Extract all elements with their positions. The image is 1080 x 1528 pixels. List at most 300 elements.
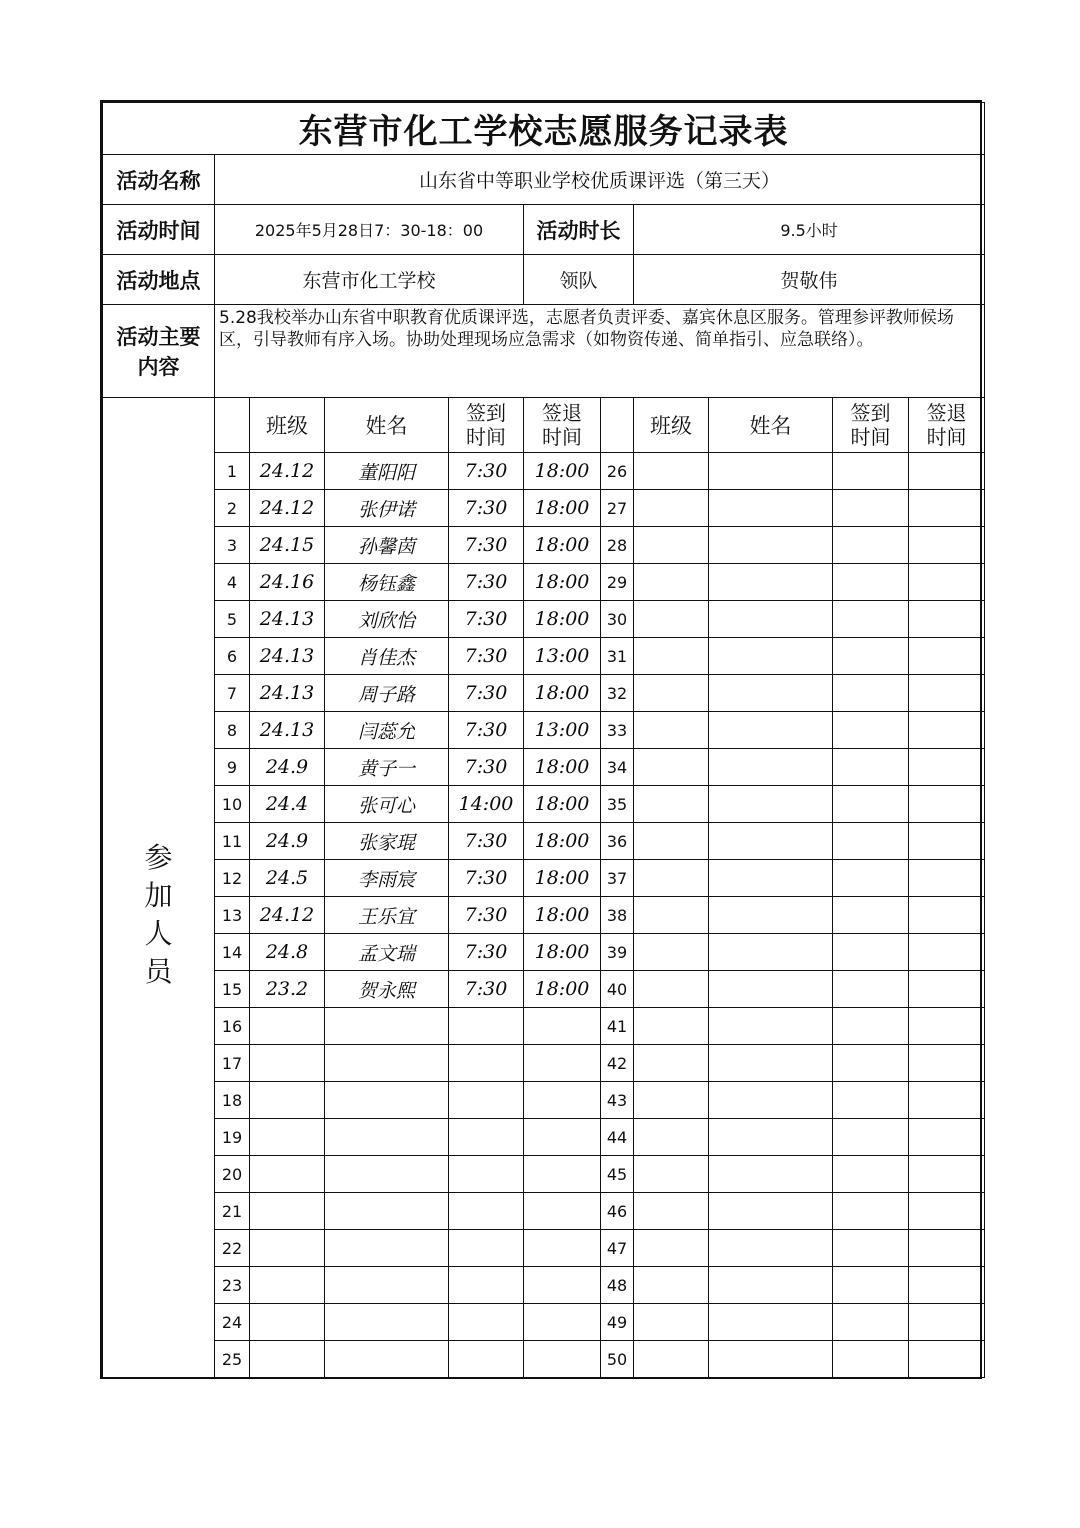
class-cell-right — [634, 897, 709, 934]
class-cell-right — [634, 1267, 709, 1304]
row-number-right: 46 — [601, 1193, 634, 1230]
activity-location-value: 东营市化工学校 — [215, 255, 524, 305]
sign-out-cell: 13:00 — [524, 712, 601, 749]
blank-header-cell — [103, 398, 215, 453]
leader-label: 领队 — [524, 255, 634, 305]
sign-out-cell-right — [909, 601, 985, 638]
class-cell: 24.5 — [250, 860, 325, 897]
name-cell-right — [709, 1230, 833, 1267]
row-number: 21 — [215, 1193, 250, 1230]
class-cell — [250, 1193, 325, 1230]
row-number: 22 — [215, 1230, 250, 1267]
class-cell: 23.2 — [250, 971, 325, 1008]
class-cell: 24.12 — [250, 453, 325, 490]
sign-in-cell: 7:30 — [449, 897, 524, 934]
class-cell: 24.9 — [250, 749, 325, 786]
sign-in-cell: 7:30 — [449, 712, 524, 749]
sign-out-cell — [524, 1156, 601, 1193]
sign-in-cell: 7:30 — [449, 490, 524, 527]
row-number: 5 — [215, 601, 250, 638]
header-signout-r2: 时间 — [926, 425, 967, 449]
activity-time-value: 2025年5月28日7：30-18：00 — [215, 205, 524, 255]
class-cell-right — [634, 1304, 709, 1341]
sign-in-cell: 14:00 — [449, 786, 524, 823]
class-cell-right — [634, 601, 709, 638]
header-name-right: 姓名 — [709, 398, 833, 453]
sign-in-cell — [449, 1304, 524, 1341]
sign-out-cell — [524, 1119, 601, 1156]
row-number-right: 42 — [601, 1045, 634, 1082]
row-number: 16 — [215, 1008, 250, 1045]
form-title: 东营市化工学校志愿服务记录表 — [103, 103, 985, 155]
row-number: 7 — [215, 675, 250, 712]
sign-out-cell: 18:00 — [524, 860, 601, 897]
header-signout-l2: 时间 — [542, 425, 582, 449]
sign-in-cell — [449, 1193, 524, 1230]
row-number-right: 39 — [601, 934, 634, 971]
row-number: 15 — [215, 971, 250, 1008]
sign-in-cell-right — [833, 1082, 909, 1119]
header-signout-l1: 签退 — [542, 401, 582, 425]
sign-out-cell — [524, 1304, 601, 1341]
name-cell-right — [709, 823, 833, 860]
name-cell: 闫蕊允 — [325, 712, 449, 749]
name-cell: 王乐宜 — [325, 897, 449, 934]
name-cell-right — [709, 1156, 833, 1193]
name-cell: 杨钰鑫 — [325, 564, 449, 601]
table-row — [103, 601, 985, 638]
sign-in-cell-right — [833, 823, 909, 860]
table-row — [103, 1193, 985, 1230]
sign-out-cell-right — [909, 1082, 985, 1119]
class-cell-right — [634, 675, 709, 712]
row-number: 2 — [215, 490, 250, 527]
row-number-right: 41 — [601, 1008, 634, 1045]
name-cell: 黄子一 — [325, 749, 449, 786]
row-number-right: 40 — [601, 971, 634, 1008]
sign-out-cell-right — [909, 675, 985, 712]
row-number: 19 — [215, 1119, 250, 1156]
name-cell: 张伊诺 — [325, 490, 449, 527]
sign-in-cell: 7:30 — [449, 601, 524, 638]
activity-name-value: 山东省中等职业学校优质课评选（第三天） — [215, 155, 985, 205]
sign-in-cell: 7:30 — [449, 638, 524, 675]
class-cell — [250, 1045, 325, 1082]
table-row — [103, 1008, 985, 1045]
name-cell — [325, 1267, 449, 1304]
sign-in-cell: 7:30 — [449, 675, 524, 712]
name-cell — [325, 1193, 449, 1230]
row-number: 11 — [215, 823, 250, 860]
name-cell-right — [709, 453, 833, 490]
name-cell: 周子路 — [325, 675, 449, 712]
table-row — [103, 675, 985, 712]
sign-in-cell-right — [833, 601, 909, 638]
row-number-right: 26 — [601, 453, 634, 490]
sign-out-cell: 18:00 — [524, 934, 601, 971]
class-cell-right — [634, 749, 709, 786]
sign-in-cell: 7:30 — [449, 749, 524, 786]
sign-in-cell-right — [833, 638, 909, 675]
class-cell-right — [634, 712, 709, 749]
main-content-label-line1: 活动主要 — [116, 325, 201, 349]
participants-label-char: 人 — [144, 916, 173, 950]
class-cell-right — [634, 934, 709, 971]
sign-out-cell — [524, 1082, 601, 1119]
sign-in-cell-right — [833, 1045, 909, 1082]
class-cell-right — [634, 1082, 709, 1119]
class-cell — [250, 1119, 325, 1156]
sign-in-cell-right — [833, 1341, 909, 1378]
class-cell-right — [634, 490, 709, 527]
name-cell: 董阳阳 — [325, 453, 449, 490]
table-header-row — [103, 398, 985, 453]
row-number-right: 36 — [601, 823, 634, 860]
sign-out-cell-right — [909, 564, 985, 601]
sign-out-cell: 18:00 — [524, 453, 601, 490]
sign-in-cell — [449, 1082, 524, 1119]
sign-out-cell — [524, 1230, 601, 1267]
name-cell-right — [709, 1119, 833, 1156]
header-signin-left — [449, 398, 524, 453]
sign-in-cell — [449, 1045, 524, 1082]
row-number-right: 49 — [601, 1304, 634, 1341]
class-cell-right — [634, 1008, 709, 1045]
row-number: 3 — [215, 527, 250, 564]
name-cell-right — [709, 749, 833, 786]
class-cell-right — [634, 1156, 709, 1193]
class-cell: 24.16 — [250, 564, 325, 601]
sign-in-cell-right — [833, 786, 909, 823]
sign-out-cell-right — [909, 638, 985, 675]
sign-in-cell — [449, 1230, 524, 1267]
class-cell: 24.12 — [250, 897, 325, 934]
name-cell — [325, 1156, 449, 1193]
class-cell-right — [634, 1045, 709, 1082]
table-row — [103, 934, 985, 971]
row-number: 12 — [215, 860, 250, 897]
table-row — [103, 564, 985, 601]
volunteer-record-form — [100, 100, 982, 1379]
row-number: 18 — [215, 1082, 250, 1119]
header-signin-right — [833, 398, 909, 453]
class-cell: 24.4 — [250, 786, 325, 823]
name-cell: 孟文瑞 — [325, 934, 449, 971]
main-content-value: 5.28我校举办山东省中职教育优质课评选，志愿者负责评委、嘉宾休息区服务。管理参评教师候场区，引导教师有序入场。协助处理现场应急需求（如物资传递、简单指引、应急联络）。 — [215, 305, 985, 398]
name-cell: 刘欣怡 — [325, 601, 449, 638]
class-cell: 24.13 — [250, 601, 325, 638]
row-number-right: 47 — [601, 1230, 634, 1267]
header-no-left — [215, 398, 250, 453]
activity-name-label: 活动名称 — [103, 155, 215, 205]
sign-in-cell-right — [833, 860, 909, 897]
sign-out-cell-right — [909, 527, 985, 564]
name-cell-right — [709, 1193, 833, 1230]
sign-out-cell: 18:00 — [524, 527, 601, 564]
sign-in-cell-right — [833, 564, 909, 601]
row-number-right: 31 — [601, 638, 634, 675]
table-row — [103, 712, 985, 749]
header-signin-r1: 签到 — [850, 401, 891, 425]
sign-out-cell: 18:00 — [524, 749, 601, 786]
activity-time-label: 活动时间 — [103, 205, 215, 255]
table-row — [103, 823, 985, 860]
activity-location-label: 活动地点 — [103, 255, 215, 305]
row-number-right: 30 — [601, 601, 634, 638]
class-cell — [250, 1082, 325, 1119]
sign-in-cell: 7:30 — [449, 453, 524, 490]
class-cell-right — [634, 638, 709, 675]
header-signout-r1: 签退 — [926, 401, 967, 425]
sign-out-cell-right — [909, 934, 985, 971]
class-cell: 24.9 — [250, 823, 325, 860]
sign-out-cell-right — [909, 897, 985, 934]
sign-out-cell: 18:00 — [524, 823, 601, 860]
class-cell: 24.15 — [250, 527, 325, 564]
name-cell-right — [709, 934, 833, 971]
table-row — [103, 749, 985, 786]
sign-out-cell-right — [909, 786, 985, 823]
row-number-right: 48 — [601, 1267, 634, 1304]
name-cell-right — [709, 712, 833, 749]
sign-out-cell: 18:00 — [524, 786, 601, 823]
sign-in-cell-right — [833, 1119, 909, 1156]
sign-in-cell: 7:30 — [449, 934, 524, 971]
name-cell-right — [709, 527, 833, 564]
sign-out-cell-right — [909, 860, 985, 897]
row-number-right: 27 — [601, 490, 634, 527]
name-cell: 张家琨 — [325, 823, 449, 860]
name-cell-right — [709, 1304, 833, 1341]
row-number-right: 45 — [601, 1156, 634, 1193]
row-number-right: 28 — [601, 527, 634, 564]
name-cell: 张可心 — [325, 786, 449, 823]
table-row — [103, 1230, 985, 1267]
name-cell — [325, 1304, 449, 1341]
sign-out-cell-right — [909, 749, 985, 786]
table-row — [103, 1267, 985, 1304]
sign-in-cell: 7:30 — [449, 564, 524, 601]
class-cell-right — [634, 1230, 709, 1267]
class-cell-right — [634, 1341, 709, 1378]
class-cell — [250, 1008, 325, 1045]
row-number-right: 29 — [601, 564, 634, 601]
table-row — [103, 1341, 985, 1378]
table-row — [103, 490, 985, 527]
name-cell-right — [709, 1045, 833, 1082]
table-row — [103, 1082, 985, 1119]
class-cell-right — [634, 1193, 709, 1230]
name-cell-right — [709, 675, 833, 712]
name-cell-right — [709, 564, 833, 601]
row-number-right: 38 — [601, 897, 634, 934]
class-cell — [250, 1304, 325, 1341]
class-cell-right — [634, 453, 709, 490]
sign-in-cell: 7:30 — [449, 860, 524, 897]
sign-out-cell — [524, 1008, 601, 1045]
leader-value: 贺敬伟 — [634, 255, 985, 305]
name-cell — [325, 1341, 449, 1378]
row-number: 25 — [215, 1341, 250, 1378]
table-row — [103, 527, 985, 564]
sign-out-cell-right — [909, 712, 985, 749]
sign-out-cell: 18:00 — [524, 675, 601, 712]
class-cell: 24.13 — [250, 712, 325, 749]
sign-in-cell — [449, 1267, 524, 1304]
main-content-label-line2: 内容 — [137, 355, 180, 379]
class-cell — [250, 1267, 325, 1304]
row-number: 8 — [215, 712, 250, 749]
table-row — [103, 1156, 985, 1193]
name-cell-right — [709, 1082, 833, 1119]
sign-out-cell-right — [909, 1193, 985, 1230]
sign-out-cell — [524, 1193, 601, 1230]
sign-out-cell: 18:00 — [524, 490, 601, 527]
sign-in-cell-right — [833, 1008, 909, 1045]
class-cell-right — [634, 786, 709, 823]
name-cell: 李雨宸 — [325, 860, 449, 897]
row-number: 14 — [215, 934, 250, 971]
row-number-right: 50 — [601, 1341, 634, 1378]
name-cell — [325, 1119, 449, 1156]
name-cell-right — [709, 971, 833, 1008]
sign-in-cell — [449, 1119, 524, 1156]
sign-out-cell — [524, 1267, 601, 1304]
sign-in-cell: 7:30 — [449, 971, 524, 1008]
main-content-label — [103, 305, 215, 398]
class-cell-right — [634, 527, 709, 564]
sign-out-cell-right — [909, 1119, 985, 1156]
class-cell: 24.13 — [250, 638, 325, 675]
class-cell-right — [634, 1119, 709, 1156]
sign-in-cell — [449, 1341, 524, 1378]
sign-out-cell: 18:00 — [524, 601, 601, 638]
header-signout-left — [524, 398, 601, 453]
row-number: 17 — [215, 1045, 250, 1082]
sign-in-cell: 7:30 — [449, 527, 524, 564]
sign-out-cell-right — [909, 1045, 985, 1082]
participants-label-char: 加 — [144, 878, 173, 912]
class-cell: 24.12 — [250, 490, 325, 527]
class-cell-right — [634, 971, 709, 1008]
table-row — [103, 971, 985, 1008]
name-cell-right — [709, 860, 833, 897]
class-cell — [250, 1156, 325, 1193]
table-row — [103, 897, 985, 934]
table-row — [103, 1119, 985, 1156]
participants-label-char: 参 — [144, 840, 173, 874]
name-cell: 贺永熙 — [325, 971, 449, 1008]
row-number: 4 — [215, 564, 250, 601]
participants-label-char: 员 — [144, 954, 173, 988]
name-cell-right — [709, 1267, 833, 1304]
sign-out-cell-right — [909, 1341, 985, 1378]
sign-in-cell-right — [833, 749, 909, 786]
participants-label — [103, 453, 215, 1378]
sign-out-cell-right — [909, 1230, 985, 1267]
sign-out-cell — [524, 1341, 601, 1378]
name-cell-right — [709, 601, 833, 638]
row-number: 13 — [215, 897, 250, 934]
name-cell: 孙馨茵 — [325, 527, 449, 564]
class-cell: 24.13 — [250, 675, 325, 712]
header-name-left: 姓名 — [325, 398, 449, 453]
sign-out-cell: 13:00 — [524, 638, 601, 675]
sign-in-cell-right — [833, 1267, 909, 1304]
row-number-right: 43 — [601, 1082, 634, 1119]
header-signout-right — [909, 398, 985, 453]
name-cell — [325, 1045, 449, 1082]
table-row — [103, 786, 985, 823]
header-signin-l1: 签到 — [466, 401, 506, 425]
sign-out-cell: 18:00 — [524, 971, 601, 1008]
row-number-right: 33 — [601, 712, 634, 749]
row-number: 1 — [215, 453, 250, 490]
header-signin-l2: 时间 — [466, 425, 506, 449]
sign-in-cell — [449, 1156, 524, 1193]
sign-in-cell-right — [833, 1193, 909, 1230]
activity-duration-value: 9.5小时 — [634, 205, 985, 255]
sign-in-cell-right — [833, 934, 909, 971]
sign-out-cell — [524, 1045, 601, 1082]
sign-out-cell-right — [909, 1008, 985, 1045]
class-cell — [250, 1341, 325, 1378]
name-cell-right — [709, 490, 833, 527]
sign-in-cell: 7:30 — [449, 823, 524, 860]
sign-in-cell-right — [833, 712, 909, 749]
name-cell-right — [709, 786, 833, 823]
sign-out-cell-right — [909, 1156, 985, 1193]
sign-out-cell-right — [909, 971, 985, 1008]
row-number: 23 — [215, 1267, 250, 1304]
name-cell — [325, 1230, 449, 1267]
row-number: 24 — [215, 1304, 250, 1341]
name-cell-right — [709, 1008, 833, 1045]
sign-in-cell-right — [833, 453, 909, 490]
class-cell-right — [634, 860, 709, 897]
sign-in-cell-right — [833, 527, 909, 564]
row-number-right: 34 — [601, 749, 634, 786]
header-class-left: 班级 — [250, 398, 325, 453]
sign-out-cell-right — [909, 1304, 985, 1341]
activity-duration-label: 活动时长 — [524, 205, 634, 255]
sign-in-cell-right — [833, 675, 909, 712]
class-cell — [250, 1230, 325, 1267]
class-cell-right — [634, 564, 709, 601]
sign-in-cell — [449, 1008, 524, 1045]
sign-out-cell-right — [909, 490, 985, 527]
sign-out-cell: 18:00 — [524, 897, 601, 934]
row-number: 6 — [215, 638, 250, 675]
class-cell-right — [634, 823, 709, 860]
row-number: 20 — [215, 1156, 250, 1193]
name-cell — [325, 1008, 449, 1045]
row-number-right: 35 — [601, 786, 634, 823]
row-number-right: 32 — [601, 675, 634, 712]
name-cell-right — [709, 638, 833, 675]
header-class-right: 班级 — [634, 398, 709, 453]
row-number: 10 — [215, 786, 250, 823]
table-row — [103, 453, 985, 490]
name-cell: 肖佳杰 — [325, 638, 449, 675]
header-no-right — [601, 398, 634, 453]
form-table — [102, 102, 985, 1378]
class-cell: 24.8 — [250, 934, 325, 971]
sign-in-cell-right — [833, 897, 909, 934]
table-row — [103, 638, 985, 675]
table-row — [103, 860, 985, 897]
row-number-right: 37 — [601, 860, 634, 897]
